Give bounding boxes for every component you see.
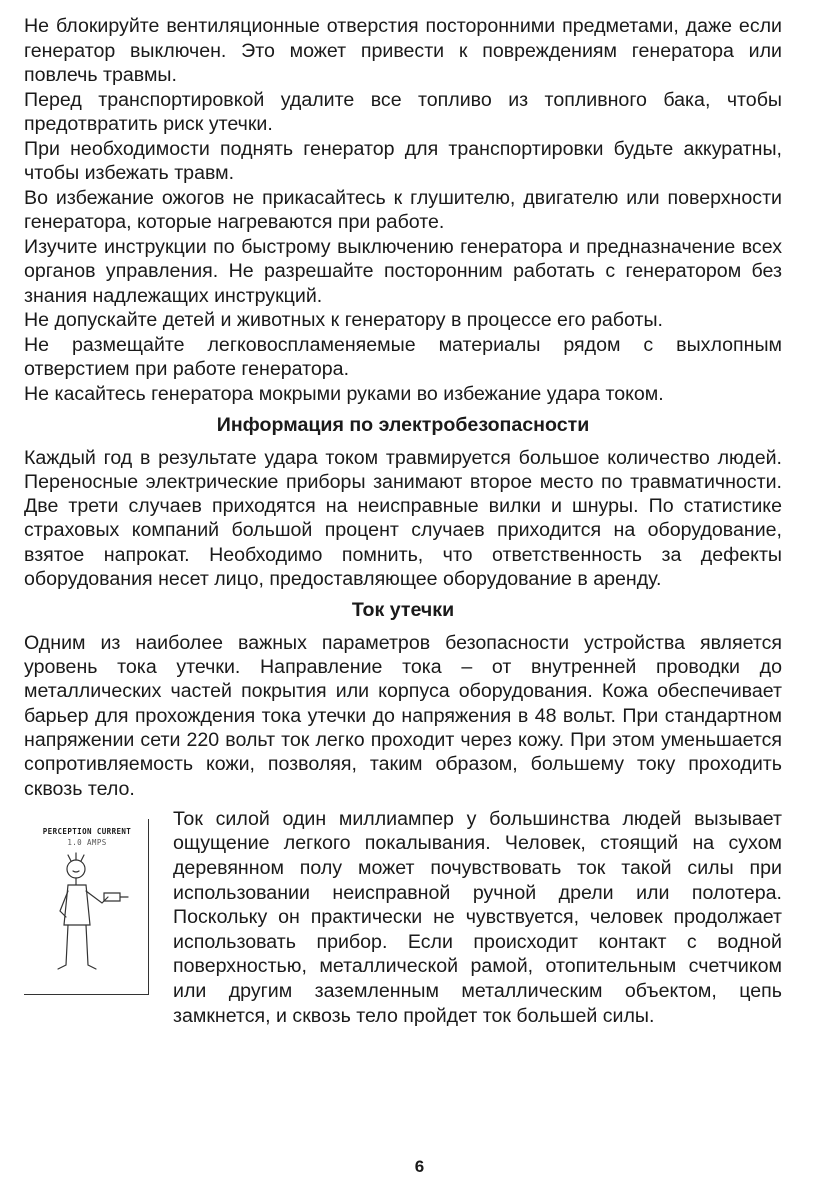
safety-instructions xyxy=(24,14,782,406)
safety-line: Не размещайте легковоспламеняемые материалы рядом с выхлопным отверстием при работе генератора. xyxy=(24,333,782,380)
side-paragraph xyxy=(173,807,782,1028)
safety-line: Не блокируйте вентиляционные отверстия посторонними предметами, даже если генератор выключен. Это может привести к повреждениям генератора или повлечь травмы. xyxy=(24,15,782,86)
page-number: 6 xyxy=(414,1157,425,1176)
paragraph-text: Каждый год в результате удара током травмируется большое количество людей. Переносные электрические приборы занимают второе место по травматичности. Две трети случаев приходятся на неисправные вилки и шнуры. По статистике страховых компаний большой процент случаев приходится на оборудование, взятое напрокат. Необходимо помнить, что ответственность за дефекты оборудования несет лицо, предоставляющее оборудование в аренду. xyxy=(24,446,782,590)
figure-caption: PERCEPTION CURRENT xyxy=(42,826,132,836)
section-heading-electrical: Информация по электробезопасности xyxy=(216,414,590,436)
paragraph-text: Ток силой один миллиампер у большинства людей вызывает ощущение легкого покалывания. Человек, стоящий на сухом деревянном полу может почувствовать ток такой силы при использовании неисправной ручной дрели или полотера. Поскольку он практически не чувствуется, человек продолжает использовать прибор. Если происходит контакт с водной поверхностью, металлической рамой, отопительным счетчиком или другим заземленным металлическим объектом, цепь замкнется, и сквозь тело пройдет ток большей силы. xyxy=(173,807,782,1027)
safety-line: Изучите инструкции по быстрому выключению генератора и предназначение всех органов управления. Не разрешайте посторонним работать с генератором без знания надлежащих инструкций. xyxy=(24,235,782,307)
section-heading-leakage: Ток утечки xyxy=(351,599,455,622)
manual-page xyxy=(24,14,782,1028)
safety-line: Во избежание ожогов не прикасайтесь к глушителю, двигателю или поверхности генератора, которые нагреваются при работе. xyxy=(24,186,782,233)
paragraph-text: Одним из наиболее важных параметров безопасности устройства является уровень тока утечки. Направление тока – от внутренней проводки до металлических частей покрытия или корпуса оборудования. Кожа обеспечивает барьер для прохождения тока утечки до напряжения в 48 вольт. При стандартном напряжении сети 220 вольт ток легко проходит через кожу. При этом уменьшается сопротивляемость кожи, позволяя, таким образом, большему току проходить сквозь тело. xyxy=(24,631,782,800)
electrical-paragraph xyxy=(24,446,782,592)
figure-subcaption: 1.0 AMPS xyxy=(67,837,107,847)
safety-line: При необходимости поднять генератор для транспортировки будьте аккуратны, чтобы избежать травм. xyxy=(24,137,782,184)
safety-line: Не допускайте детей и животных к генератору в процессе его работы. xyxy=(24,309,663,331)
safety-line: Перед транспортировкой удалите все топливо из топливного бака, чтобы предотвратить риск утечки. xyxy=(24,88,782,135)
figure-row xyxy=(24,807,782,1028)
leakage-paragraph xyxy=(24,631,782,801)
safety-line: Не касайтесь генератора мокрыми руками во избежание удара током. xyxy=(24,382,664,405)
perception-current-illustration xyxy=(24,819,149,995)
person-with-drill-icon xyxy=(46,847,130,987)
